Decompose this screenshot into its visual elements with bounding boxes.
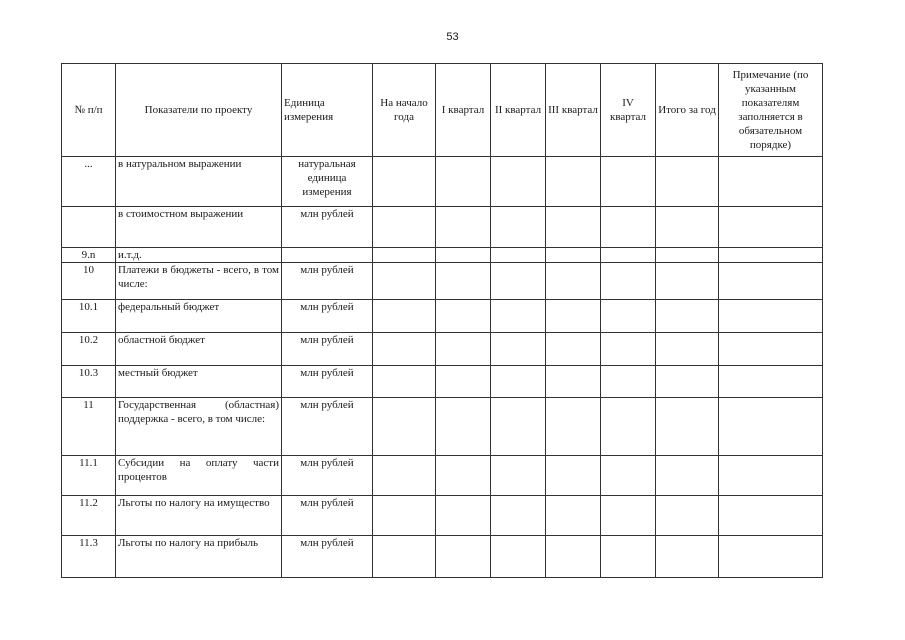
table-row: [62, 398, 823, 456]
table-row: [62, 248, 823, 263]
row-unit: млн рублей: [282, 536, 373, 578]
row-num: 11.3: [62, 536, 116, 578]
row-indicator: местный бюджет: [116, 366, 282, 398]
table-row: [62, 456, 823, 496]
table-row: [62, 333, 823, 366]
header-q2: II квартал: [491, 64, 546, 157]
row-num: 10.1: [62, 300, 116, 333]
row-unit: млн рублей: [282, 333, 373, 366]
header-row: [62, 64, 823, 157]
row-unit: млн рублей: [282, 207, 373, 248]
header-q1: I квартал: [436, 64, 491, 157]
header-unit: Единица измерения: [282, 64, 373, 157]
row-num: 9.n: [62, 248, 116, 263]
row-unit: млн рублей: [282, 300, 373, 333]
table-row: [62, 263, 823, 300]
row-num: 11: [62, 398, 116, 456]
row-indicator: Платежи в бюджеты - всего, в том числе:: [116, 263, 282, 300]
header-start: На начало года: [373, 64, 436, 157]
row-num: [62, 207, 116, 248]
header-indicator: Показатели по проекту: [116, 64, 282, 157]
row-num: 10: [62, 263, 116, 300]
table-row: [62, 300, 823, 333]
row-num: 10.3: [62, 366, 116, 398]
row-indicator: Государственная (областная) поддержка - всего, в том числе:: [116, 398, 282, 456]
row-unit: млн рублей: [282, 263, 373, 300]
table-row: [62, 207, 823, 248]
row-indicator: Субсидии на оплату части процентов: [116, 456, 282, 496]
table-row: [62, 157, 823, 207]
row-unit: млн рублей: [282, 366, 373, 398]
header-note: Примечание (по указанным показателям заполняется в обязательном порядке): [719, 64, 823, 157]
row-indicator: областной бюджет: [116, 333, 282, 366]
row-num: ...: [62, 157, 116, 207]
row-unit: млн рублей: [282, 496, 373, 536]
row-indicator: в натуральном выражении: [116, 157, 282, 207]
row-unit: натуральная единица измерения: [282, 157, 373, 207]
row-num: 11.2: [62, 496, 116, 536]
header-q3: III квартал: [546, 64, 601, 157]
indicators-table: [61, 63, 823, 578]
table-row: [62, 366, 823, 398]
row-indicator: Льготы по налогу на прибыль: [116, 536, 282, 578]
header-q4: IV квартал: [601, 64, 656, 157]
row-unit: млн рублей: [282, 398, 373, 456]
row-num: 10.2: [62, 333, 116, 366]
row-indicator: и.т.д.: [116, 248, 282, 263]
row-indicator: Льготы по налогу на имущество: [116, 496, 282, 536]
row-unit: млн рублей: [282, 456, 373, 496]
header-num: № п/п: [62, 64, 116, 157]
table-row: [62, 496, 823, 536]
table-row: [62, 536, 823, 578]
row-indicator: в стоимостном выражении: [116, 207, 282, 248]
row-unit: [282, 248, 373, 263]
row-indicator: федеральный бюджет: [116, 300, 282, 333]
page-number: 53: [446, 31, 459, 43]
header-total: Итого за год: [656, 64, 719, 157]
row-num: 11.1: [62, 456, 116, 496]
